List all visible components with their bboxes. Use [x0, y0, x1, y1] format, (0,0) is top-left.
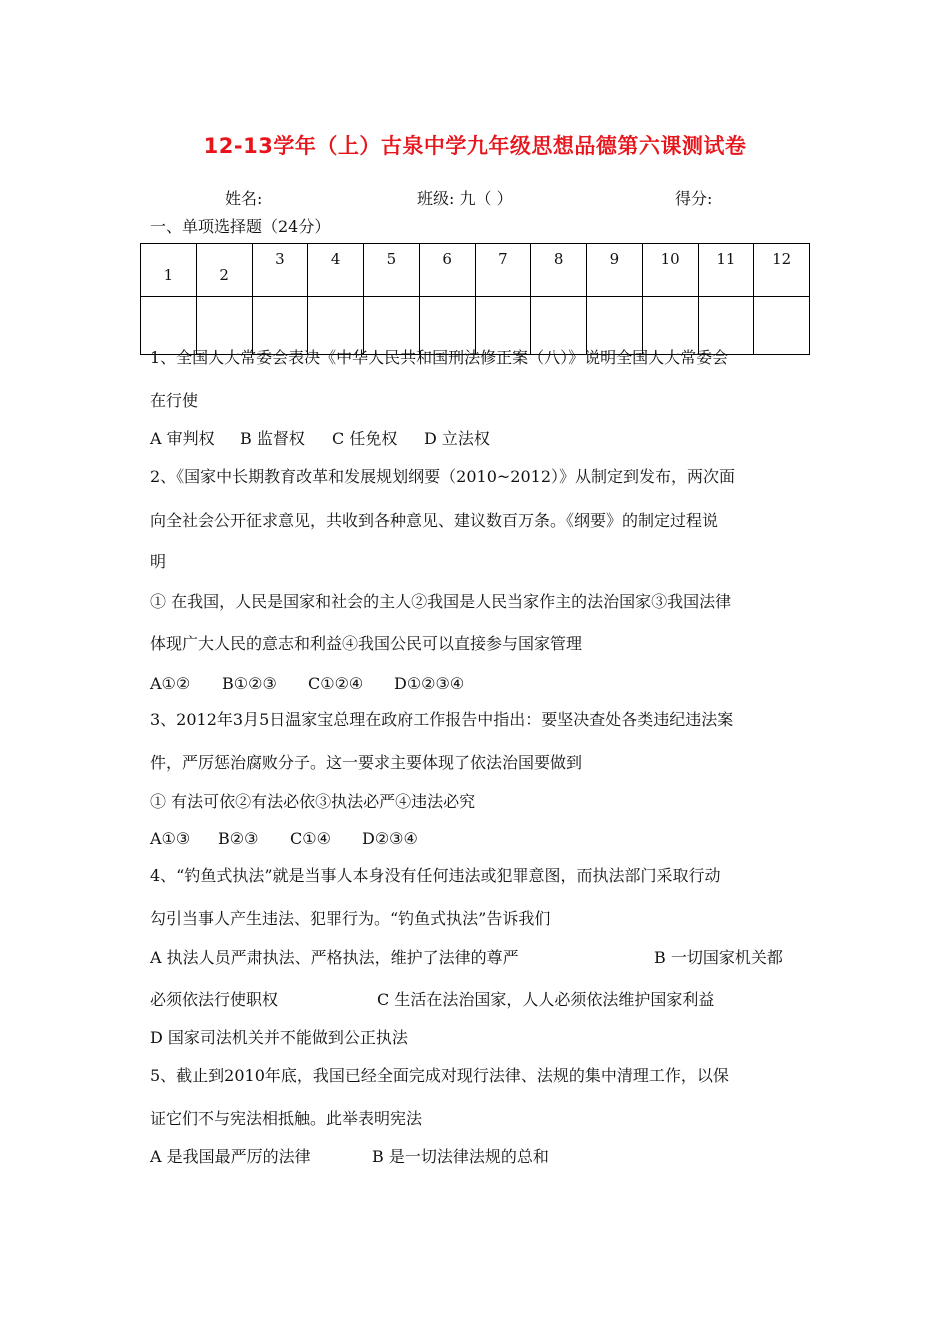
name-label: 姓名: — [225, 189, 263, 208]
class-label: 班级: 九（ ） — [417, 189, 513, 208]
q1-option-d: D 立法权 — [424, 429, 490, 448]
q3-stem-line2: 件，严厉惩治腐败分子。这一要求主要体现了依法治国要做到 — [150, 753, 583, 772]
q5-stem-line1: 5、截止到2010年底，我国已经全面完成对现行法律、法规的集中清理工作，以保 — [150, 1066, 729, 1085]
answer-cell-4[interactable] — [308, 297, 364, 355]
q1-option-b: B 监督权 — [240, 429, 305, 448]
answer-table-blank-row — [141, 297, 810, 355]
page-title: 12-13学年（上）古泉中学九年级思想品德第六课测试卷 — [203, 134, 747, 158]
q1-option-c: C 任免权 — [332, 429, 398, 448]
q2-options — [150, 674, 464, 694]
answer-cell-8[interactable] — [531, 297, 587, 355]
answer-col-1: 1 — [141, 244, 197, 297]
answer-cell-11[interactable] — [698, 297, 754, 355]
q4-option-d: D 国家司法机关并不能做到公正执法 — [150, 1028, 408, 1047]
score-label: 得分: — [675, 189, 713, 208]
answer-cell-1[interactable] — [141, 297, 197, 355]
q2-statement-line1: ① 在我国，人民是国家和社会的主人②我国是人民当家作主的法治国家③我国法律 — [150, 592, 732, 611]
q4-option-b: B 一切国家机关都 — [654, 948, 783, 967]
q4-stem-line2: 勾引当事人产生违法、犯罪行为。“钓鱼式执法”告诉我们 — [150, 909, 551, 928]
q3-options — [150, 829, 418, 849]
answer-cell-2[interactable] — [196, 297, 252, 355]
answer-col-8: 8 — [531, 244, 587, 297]
q2-stem-line2: 向全社会公开征求意见，共收到各种意见、建议数百万条。《纲要》的制定过程说 — [150, 511, 719, 530]
q3-statement-line1: ① 有法可依②有法必依③执法必严④违法必究 — [150, 792, 476, 811]
answer-col-12: 12 — [754, 244, 810, 297]
q1-options — [150, 429, 490, 449]
answer-col-2: 2 — [196, 244, 252, 297]
answer-col-7: 7 — [475, 244, 531, 297]
answer-cell-10[interactable] — [642, 297, 698, 355]
q3-option-c: C①④ — [290, 829, 331, 848]
q1-stem-line2: 在行使 — [150, 391, 199, 410]
q4-option-a: A 执法人员严肃执法、严格执法，维护了法律的尊严 — [150, 948, 519, 967]
answer-cell-6[interactable] — [419, 297, 475, 355]
q2-stem-line1: 2、《国家中长期教育改革和发展规划纲要（2010~2012）》从制定到发布，两次面 — [150, 467, 736, 486]
answer-cell-5[interactable] — [364, 297, 420, 355]
answer-cell-7[interactable] — [475, 297, 531, 355]
q2-option-d: D①②③④ — [394, 674, 465, 693]
q4-option-c: C 生活在法治国家，人人必须依法维护国家利益 — [377, 990, 715, 1009]
q2-option-c: C①②④ — [308, 674, 364, 693]
q4-stem-line1: 4、“钓鱼式执法”就是当事人本身没有任何违法或犯罪意图，而执法部门采取行动 — [150, 866, 721, 885]
answer-cell-12[interactable] — [754, 297, 810, 355]
q3-option-b: B②③ — [218, 829, 259, 848]
answer-table-header-row — [141, 244, 810, 297]
q5-option-a: A 是我国最严厉的法律 — [150, 1147, 311, 1166]
answer-col-6: 6 — [419, 244, 475, 297]
answer-col-9: 9 — [587, 244, 643, 297]
q2-stem-line3: 明 — [150, 552, 167, 571]
answer-cell-9[interactable] — [587, 297, 643, 355]
q2-option-a: A①② — [150, 674, 191, 693]
q5-stem-line2: 证它们不与宪法相抵触。此举表明宪法 — [150, 1109, 423, 1128]
q4-option-b-continued: 必须依法行使职权 — [150, 990, 279, 1009]
q3-option-d: D②③④ — [362, 829, 418, 848]
answer-col-3: 3 — [252, 244, 308, 297]
answer-col-11: 11 — [698, 244, 754, 297]
q1-stem-line1: 1、全国人大常委会表决《中华人民共和国刑法修正案（八）》说明全国人大常委会 — [150, 348, 729, 367]
answer-table — [140, 243, 810, 355]
q2-option-b: B①②③ — [222, 674, 277, 693]
q1-option-a: A 审判权 — [150, 429, 215, 448]
q3-stem-line1: 3、2012年3月5日温家宝总理在政府工作报告中指出：要坚决查处各类违纪违法案 — [150, 710, 734, 729]
answer-cell-3[interactable] — [252, 297, 308, 355]
answer-col-10: 10 — [642, 244, 698, 297]
q2-statement-line2: 体现广大人民的意志和利益④我国公民可以直接参与国家管理 — [150, 634, 583, 653]
section-title: 一、单项选择题（24分） — [150, 217, 331, 236]
answer-col-4: 4 — [308, 244, 364, 297]
q3-option-a: A①③ — [150, 829, 191, 848]
q5-option-b: B 是一切法律法规的总和 — [372, 1147, 549, 1166]
answer-col-5: 5 — [364, 244, 420, 297]
